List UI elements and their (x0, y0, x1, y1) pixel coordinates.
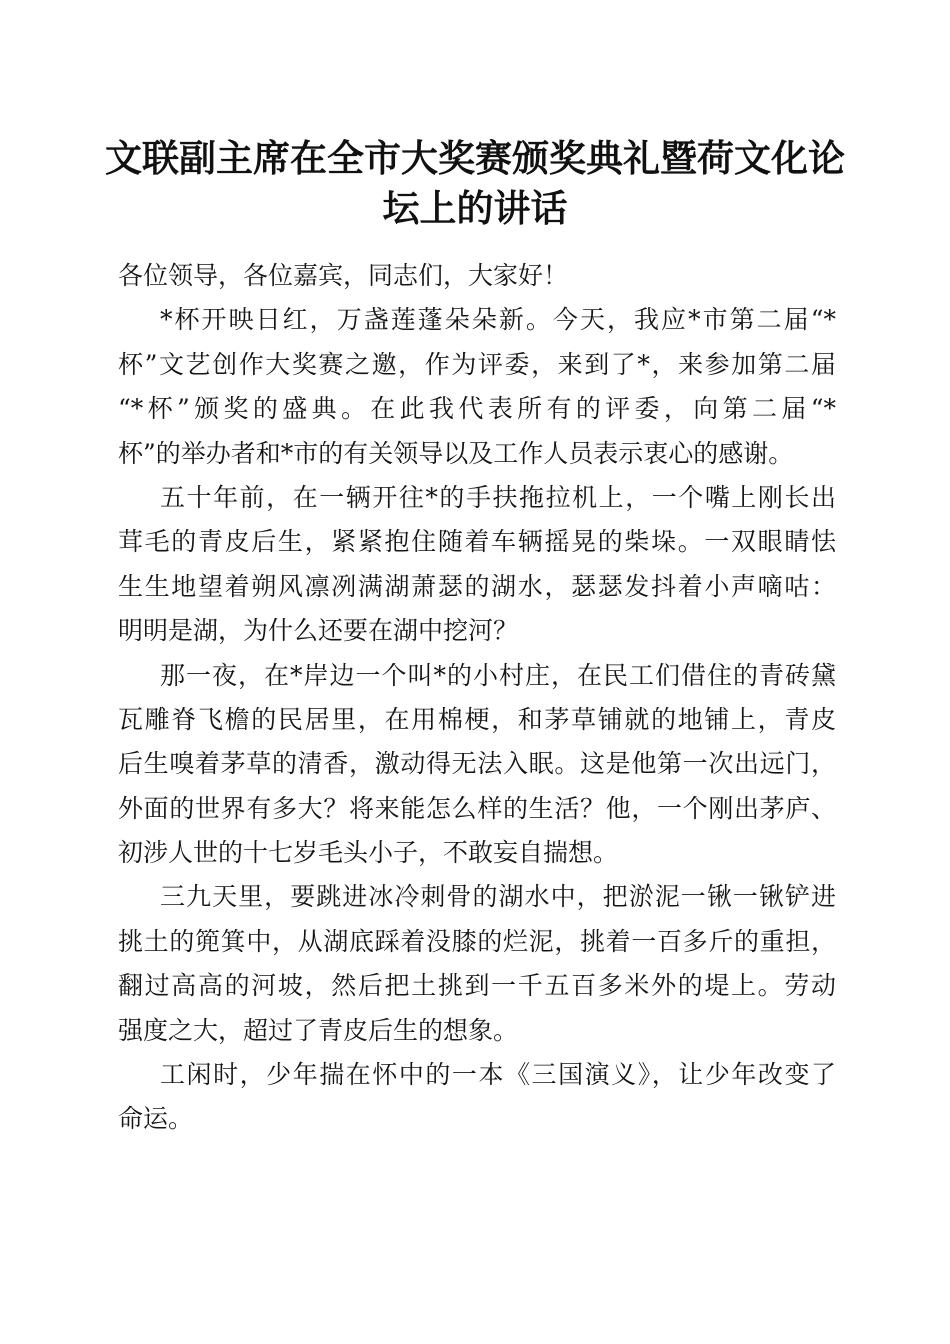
paragraph-line: 强度之大，超过了青皮后生的想象。 (118, 1015, 519, 1045)
paragraph-line: 后生嗅着茅草的清香，激动得无法入眠。这是他第一次出远门， (118, 749, 836, 779)
paragraph-line: 杯”的举办者和*市的有关领导以及工作人员表示衷心的感谢。 (118, 438, 794, 468)
paragraph-line: 初涉人世的十七岁毛头小子，不敢妄自揣想。 (118, 838, 619, 868)
paragraph-line: 茸毛的青皮后生，紧紧抱住随着车辆摇晃的柴垛。一双眼睛怯 (118, 527, 836, 557)
paragraph-line: 命运。 (118, 1104, 194, 1134)
paragraph-line: 外面的世界有多大？将来能怎么样的生活？他，一个刚出茅庐、 (118, 793, 836, 823)
paragraph-line: *杯开映日红，万盏莲蓬朵朵新。今天，我应*市第二届“* (160, 305, 836, 335)
paragraph (118, 654, 836, 876)
paragraph-line: 五十年前，在一辆开往*的手扶拖拉机上，一个嘴上刚长出 (160, 482, 836, 512)
paragraph (118, 1053, 836, 1142)
paragraph-line: “*杯”颁奖的盛典。在此我代表所有的评委，向第二届“* (118, 394, 836, 424)
paragraph-greeting (118, 254, 836, 298)
paragraph-line: 各位领导，各位嘉宾，同志们，大家好！ (118, 261, 569, 290)
paragraph (118, 476, 836, 654)
paragraph-line: 挑土的篼箕中，从湖底踩着没膝的烂泥，挑着一百多斤的重担， (118, 926, 836, 956)
paragraph (118, 875, 836, 1053)
paragraph-line: 那一夜，在*岸边一个叫*的小村庄，在民工们借住的青砖黛 (160, 660, 836, 690)
document-body (118, 254, 836, 1142)
paragraph (118, 298, 836, 476)
paragraph-line: 明明是湖，为什么还要在湖中挖河？ (118, 616, 519, 646)
paragraph-line: 工闲时，少年揣在怀中的一本《三国演义》，让少年改变了 (160, 1060, 836, 1090)
paragraph-line: 生生地望着朔风凛冽满湖萧瑟的湖水，瑟瑟发抖着小声嘀咕： (118, 571, 836, 601)
paragraph-line: 翻过高高的河坡，然后把土挑到一千五百多米外的堤上。劳动 (118, 971, 836, 1001)
paragraph-line: 瓦雕脊飞檐的民居里，在用棉梗，和茅草铺就的地铺上，青皮 (118, 704, 836, 734)
paragraph-line: 三九天里，要跳进冰冷刺骨的湖水中，把淤泥一锹一锹铲进 (160, 882, 836, 912)
title-line: 文联副主席在全市大奖赛颁奖典礼暨荷文化论 (105, 136, 845, 180)
paragraph-line: 杯”文艺创作大奖赛之邀，作为评委，来到了*，来参加第二届 (118, 349, 836, 379)
title-line: 坛上的讲话 (382, 186, 568, 230)
document-title (100, 133, 850, 233)
